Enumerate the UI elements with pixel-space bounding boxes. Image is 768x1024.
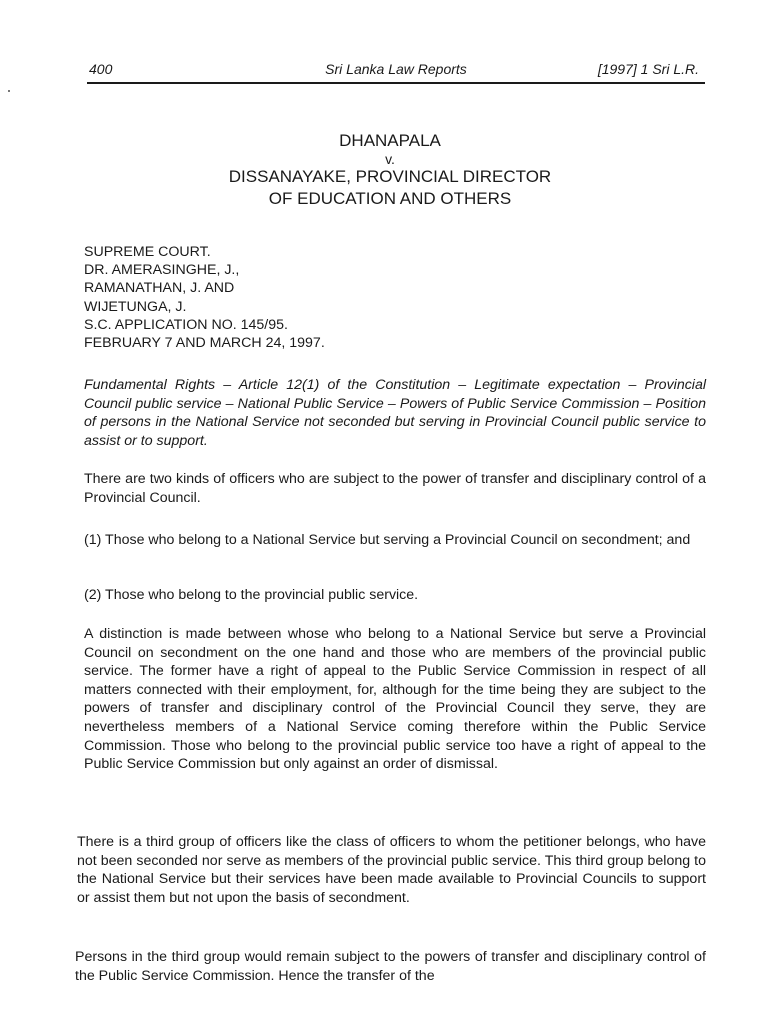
headnote-paragraph-2: (1) Those who belong to a National Service but serving a Provincial Council on secondment; and — [84, 532, 691, 548]
headnote-paragraph-4: A distinction is made between whose who belong to a National Service but serve a Provincial Council on secondment on the one hand and those who are members of the provincial public service. The former have a right of appeal to the Public Service Commission in respect of all matters connected with their employment, for, although for the time being they are subject to the powers of transfer and disciplinary control of the Provincial Council they serve, they are nevertheless members of a National Service coming therefore within the Public Service Commission. Those who belong to the provincial public service too have a right of appeal to the Public Service Commission but only against an order of dismissal. — [84, 626, 706, 773]
headnote-paragraph-6: Persons in the third group would remain subject to the powers of transfer and disciplinary control of the Public Service Commission. Hence the transfer of the — [75, 949, 706, 984]
versus-label: v. — [385, 151, 395, 167]
petitioner-name: DHANAPALA — [339, 131, 441, 150]
case-title — [150, 130, 630, 210]
margin-mark — [8, 90, 10, 92]
report-citation: [1997] 1 Sri L.R. — [597, 61, 699, 77]
hearing-dates: FEBRUARY 7 AND MARCH 24, 1997. — [84, 335, 325, 352]
judge-3: WIJETUNGA, J. — [84, 298, 187, 315]
respondent-line-2: OF EDUCATION AND OTHERS — [268, 189, 512, 208]
page-number: 400 — [89, 61, 113, 77]
journal-title: Sri Lanka Law Reports — [325, 61, 467, 77]
court-name: SUPREME COURT. — [84, 244, 211, 260]
catchwords: Fundamental Rights – Article 12(1) of the Constitution – Legitimate expectation – Provincial Council public service – National Public Service – Powers of Public Service Commission – Position of persons in the National Service not seconded but serving in Provincial Council public service to assist or to support. — [84, 377, 706, 449]
judge-2: RAMANATHAN, J. AND — [84, 280, 235, 297]
court-details — [84, 243, 704, 352]
headnote-paragraph-1: There are two kinds of officers who are subject to the power of transfer and disciplinary control of a Provincial Council. — [84, 471, 706, 506]
headnote-paragraph-3: (2) Those who belong to the provincial public service. — [84, 587, 419, 603]
running-header — [87, 58, 705, 84]
respondent-line-1: DISSANAYAKE, PROVINCIAL DIRECTOR — [228, 167, 552, 186]
application-number: S.C. APPLICATION NO. 145/95. — [84, 316, 288, 333]
headnote-paragraph-5: There is a third group of officers like the class of officers to whom the petitioner belongs, who have not been seconded nor serve as members of the provincial public service. This third group belong to the National Service but their services have been made available to Provincial Councils to support or assist them but not upon the basis of secondment. — [77, 834, 706, 906]
judge-1: DR. AMERASINGHE, J., — [84, 262, 240, 279]
